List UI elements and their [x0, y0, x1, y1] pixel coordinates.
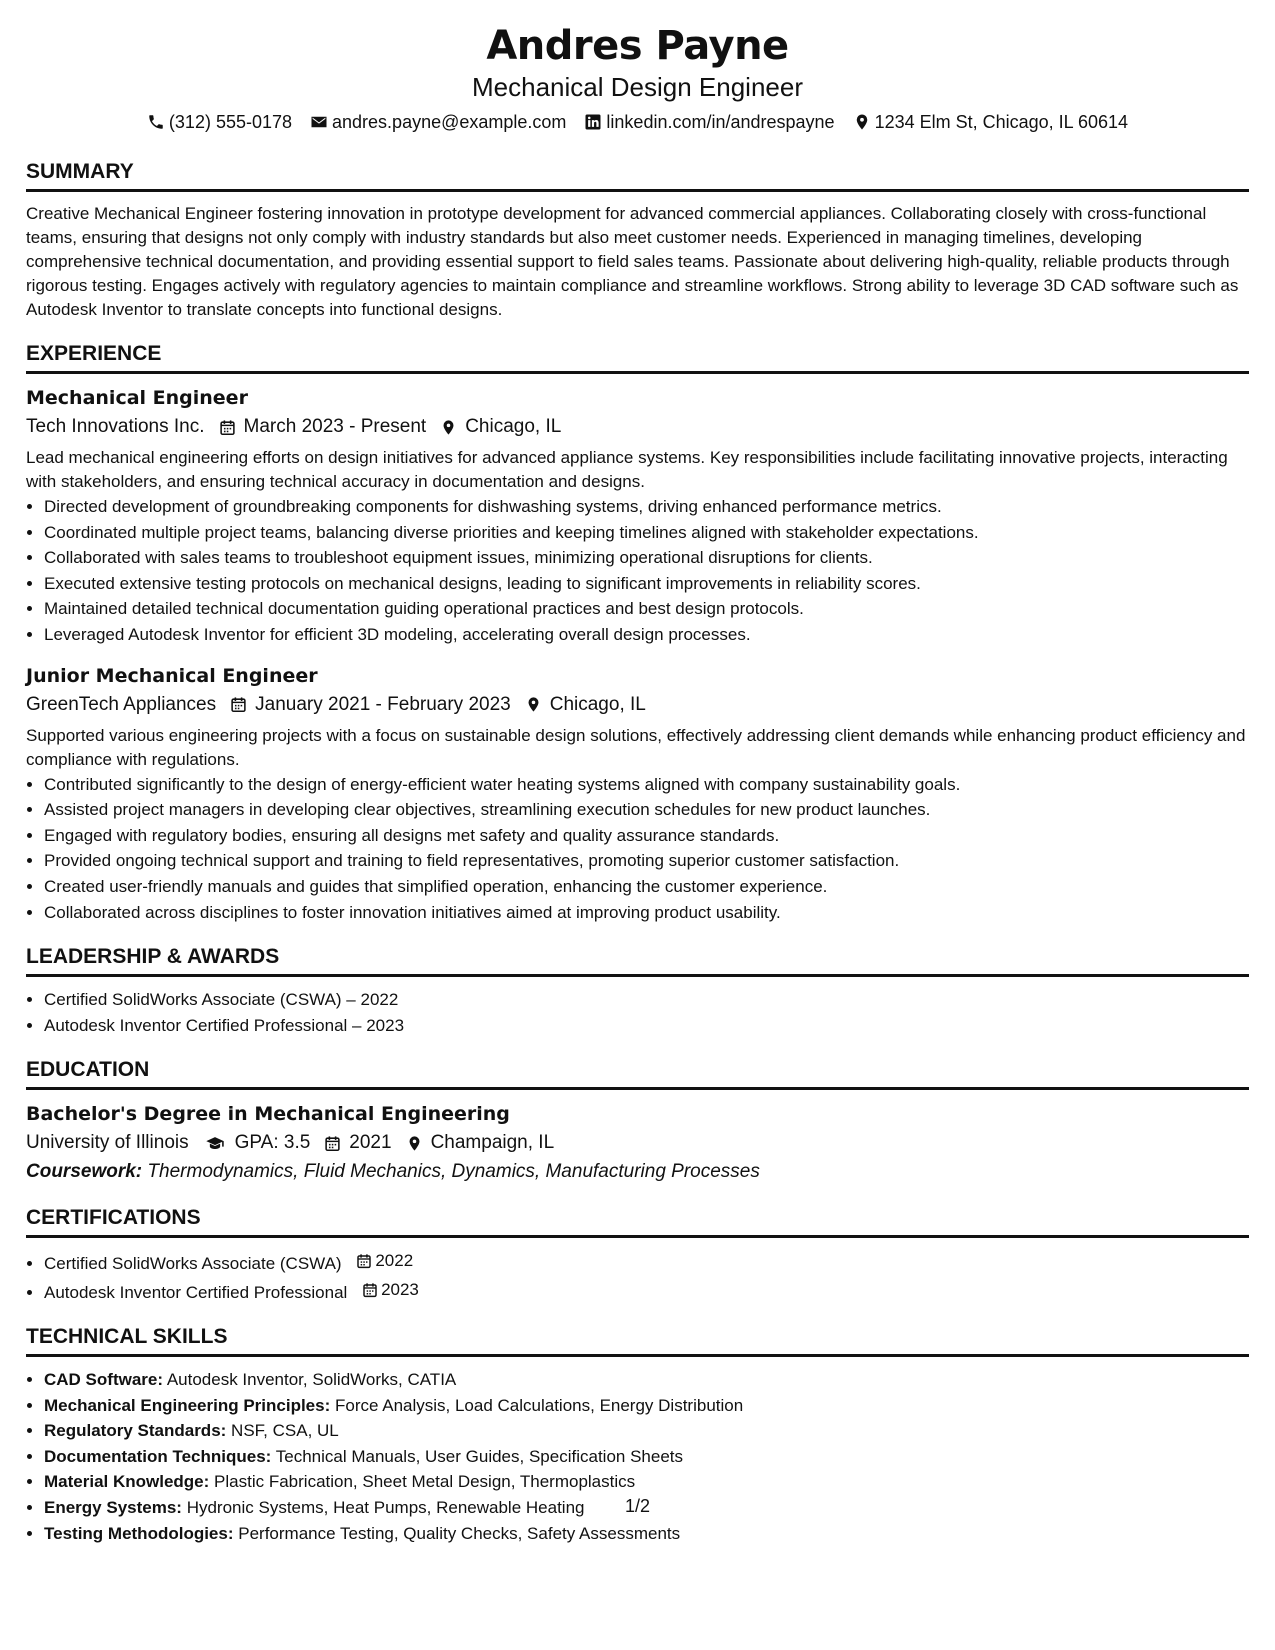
- list-item: [44, 1469, 1249, 1495]
- skill-label: Energy Systems:: [44, 1498, 182, 1518]
- list-item: • Assisted project managers in developing clear objectives, streamlining execution schedules for new product launches.: [44, 797, 1249, 823]
- list-item: • Created user-friendly manuals and guides that simplified operation, enhancing the customer experience.: [44, 874, 1249, 900]
- list-item: [44, 1277, 1249, 1305]
- job-company: Tech Innovations Inc.: [26, 416, 205, 437]
- contact-address: [853, 110, 1129, 134]
- list-item: • Autodesk Inventor Certified Professional – 2023: [44, 1013, 1249, 1039]
- graduation-cap-icon: [203, 1134, 227, 1153]
- section-title: EXPERIENCE: [26, 342, 162, 365]
- list-item: • Leveraged Autodesk Inventor for efficient 3D modeling, accelerating overall design processes.: [44, 622, 1249, 648]
- cert-year: 2022: [375, 1251, 414, 1271]
- summary-section: [26, 158, 1249, 322]
- leadership-section: [26, 943, 1249, 1038]
- job-location: Chicago, IL: [465, 416, 562, 437]
- certifications-list: [26, 1248, 1249, 1305]
- calendar-icon: [362, 1282, 378, 1298]
- envelope-icon: [310, 113, 328, 131]
- school-location: Champaign, IL: [430, 1132, 555, 1154]
- calendar-icon: [356, 1253, 372, 1269]
- list-item: [44, 1367, 1249, 1393]
- page-number: 1/2: [624, 1496, 651, 1516]
- skill-value: Performance Testing, Quality Checks, Safety Assessments: [238, 1523, 681, 1543]
- summary-text: Creative Mechanical Engineer fostering innovation in prototype development for advanced commercial appliances. Collaborating closely with cross-functional teams, ensuring that designs not only comply with industry standards but also meet customer needs. Experienced in managing timelines, developing comprehensive technical documentation, and providing essential support to field sales teams. Passionate about delivering high-quality, reliable products through rigorous testing. Engages actively with regulatory agencies to maintain compliance and streamline workflows. Strong ability to leverage 3D CAD software such as Autodesk Inventor to translate concepts into functional designs.: [26, 204, 1239, 319]
- list-item: • Maintained detailed technical documentation guiding operational practices and best design protocols.: [44, 596, 1249, 622]
- list-item: • Directed development of groundbreaking components for dishwashing systems, driving enhanced performance metrics.: [44, 494, 1249, 520]
- section-title: TECHNICAL SKILLS: [26, 1325, 228, 1349]
- skills-list: [26, 1367, 1249, 1546]
- experience-section: [26, 340, 1249, 925]
- email-text: andres.payne@example.com: [332, 112, 567, 132]
- skill-value: Force Analysis, Load Calculations, Energy Distribution: [334, 1395, 744, 1415]
- candidate-role: Mechanical Design Engineer: [472, 72, 803, 102]
- job-meta: [26, 412, 1249, 442]
- skill-label: Regulatory Standards:: [44, 1421, 227, 1441]
- section-title: CERTIFICATIONS: [26, 1206, 201, 1230]
- list-item: [44, 1418, 1249, 1444]
- linkedin-icon: [584, 113, 602, 131]
- list-item: • Contributed significantly to the design of energy-efficient water heating systems aligned with company sustainability goals.: [44, 772, 1249, 798]
- section-divider: [26, 1354, 1249, 1357]
- phone-icon: [147, 113, 165, 131]
- job-entry: [26, 384, 1249, 648]
- candidate-name: Andres Payne: [486, 23, 789, 69]
- skill-label: Documentation Techniques:: [44, 1446, 272, 1466]
- coursework: [26, 1158, 1249, 1186]
- job-dates: January 2021 - February 2023: [255, 693, 511, 715]
- map-pin-icon: [853, 113, 871, 131]
- education-meta: [26, 1128, 1249, 1158]
- phone-text: (312) 555-0178: [168, 112, 293, 132]
- list-item: • Executed extensive testing protocols on mechanical designs, leading to significant improvements in reliability scores.: [44, 571, 1249, 597]
- calendar-icon: [230, 696, 247, 713]
- contact-phone[interactable]: [147, 110, 292, 134]
- list-item: [44, 1393, 1249, 1419]
- skill-label: Testing Methodologies:: [44, 1523, 234, 1543]
- resume-header: [26, 20, 1249, 134]
- list-item: • Certified SolidWorks Associate (CSWA) – 2022: [44, 987, 1249, 1013]
- contact-email[interactable]: [310, 110, 566, 134]
- job-dates: March 2023 - Present: [243, 416, 427, 437]
- graduation-year: 2021: [349, 1132, 392, 1154]
- contact-linkedin[interactable]: [584, 110, 834, 134]
- school-name: University of Illinois: [26, 1132, 189, 1154]
- skill-label: CAD Software:: [44, 1370, 164, 1390]
- job-description: Supported various engineering projects with a focus on sustainable design solutions, effectively addressing client demands while enhancing product efficiency and compliance with regulations.: [26, 725, 1246, 769]
- job-location: Chicago, IL: [549, 693, 646, 715]
- job-bullets: [26, 772, 1249, 926]
- leadership-list: [26, 987, 1249, 1038]
- contact-bar: [26, 110, 1249, 134]
- skill-label: Material Knowledge:: [44, 1472, 210, 1492]
- skill-value: NSF, CSA, UL: [231, 1421, 339, 1441]
- coursework-label: Coursework:: [26, 1161, 143, 1183]
- section-divider: [26, 1235, 1249, 1238]
- calendar-icon: [324, 1135, 341, 1152]
- skill-value: Hydronic Systems, Heat Pumps, Renewable Heating: [186, 1498, 585, 1518]
- cert-year: 2023: [381, 1279, 419, 1299]
- section-divider: [26, 189, 1249, 192]
- job-bullets: [26, 494, 1249, 648]
- section-divider: [26, 371, 1249, 374]
- section-title: SUMMARY: [26, 160, 134, 183]
- section-divider: [26, 1087, 1249, 1090]
- list-item: • Provided ongoing technical support and training to field representatives, promoting superior customer satisfaction.: [44, 848, 1249, 874]
- gpa-text: GPA: 3.5: [234, 1132, 311, 1154]
- skill-value: Technical Manuals, User Guides, Specification Sheets: [275, 1446, 683, 1466]
- list-item: [44, 1521, 1249, 1547]
- map-pin-icon: [525, 696, 542, 713]
- cert-name: Autodesk Inventor Certified Professional: [44, 1282, 348, 1302]
- list-item: [44, 1248, 1249, 1276]
- list-item: • Coordinated multiple project teams, balancing diverse priorities and keeping timelines aligned with stakeholder expectations.: [44, 520, 1249, 546]
- list-item: [44, 1444, 1249, 1470]
- job-company: GreenTech Appliances: [26, 693, 217, 715]
- coursework-text: Thermodynamics, Fluid Mechanics, Dynamics, Manufacturing Processes: [147, 1161, 760, 1183]
- job-title: Junior Mechanical Engineer: [26, 664, 318, 687]
- map-pin-icon: [406, 1135, 423, 1152]
- certifications-section: [26, 1204, 1249, 1305]
- cert-name: Certified SolidWorks Associate (CSWA): [44, 1254, 342, 1274]
- section-title: LEADERSHIP & AWARDS: [26, 945, 280, 969]
- map-pin-icon: [440, 419, 457, 436]
- skill-value: Plastic Fabrication, Sheet Metal Design, Thermoplastics: [214, 1472, 636, 1492]
- section-divider: [26, 974, 1249, 977]
- skill-label: Mechanical Engineering Principles:: [44, 1395, 331, 1415]
- job-description: Lead mechanical engineering efforts on design initiatives for advanced appliance systems. Key responsibilities include facilitating innovative projects, interacting with stakeholders, and ensuring technical accuracy in documentation and designs.: [26, 448, 1228, 491]
- job-title: Mechanical Engineer: [26, 387, 248, 409]
- list-item: • Collaborated across disciplines to foster innovation initiatives aimed at improving product usability.: [44, 900, 1249, 926]
- job-entry: [26, 662, 1249, 926]
- calendar-icon: [219, 419, 236, 436]
- list-item: • Collaborated with sales teams to troubleshoot equipment issues, minimizing operational disruptions for clients.: [44, 545, 1249, 571]
- job-meta: [26, 690, 1249, 720]
- skill-value: Autodesk Inventor, SolidWorks, CATIA: [166, 1370, 457, 1390]
- address-text: 1234 Elm St, Chicago, IL 60614: [874, 112, 1129, 132]
- linkedin-text: linkedin.com/in/andrespayne: [606, 112, 835, 132]
- degree-title: Bachelor's Degree in Mechanical Engineering: [26, 1103, 510, 1126]
- education-section: [26, 1056, 1249, 1186]
- list-item: • Engaged with regulatory bodies, ensuring all designs met safety and quality assurance standards.: [44, 823, 1249, 849]
- section-title: EDUCATION: [26, 1058, 150, 1082]
